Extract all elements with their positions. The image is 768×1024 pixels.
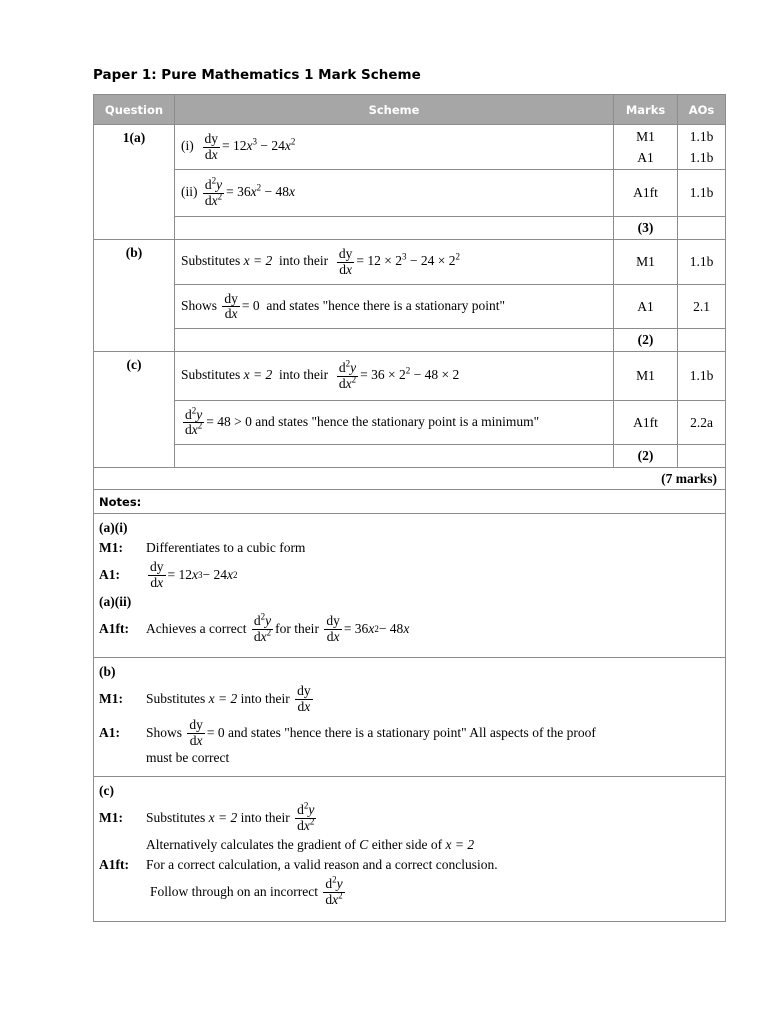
aos-1b-2: 2.1 [678,285,726,329]
row-1a-ii [94,170,726,217]
total-1c: (2) [614,445,678,468]
row-1c-1 [94,352,726,401]
dy-dx-fraction: $\frac{dy}{dx}$ [297,683,311,714]
total-1a: (3) [614,217,678,240]
marks-1a-ii: A1ft [614,170,678,217]
notes-heading: Notes: [94,490,726,514]
notes-a-ii-label: (a)(ii) [99,594,132,609]
d2y-dx2-fraction: $\frac{d^2y}{dx^2}$ [204,175,223,208]
row-notes-heading [94,490,726,514]
row-1a-total [94,217,726,240]
header-marks: Marks [614,95,678,125]
header-aos: AOs [678,95,726,125]
d2y-dx2-fraction: $\frac{d^2y}{dx^2}$ [338,358,357,391]
header-question: Question [94,95,175,125]
row-1c-total [94,445,726,468]
notes-c: (c) M1: Substitutes x = 2 into their $\frac{d^2y}{dx^2}$ Alternatively calculates the gradient of C either side of x = 2 A1ft: For a correct calculation, a valid reason and a correct conclusion. Follow through on an incorrect $\frac{d^2y}{dx^2}$ [94,777,726,922]
dy-dx-fraction: $\frac{dy}{dx}$ [326,613,340,644]
row-notes-c [94,777,726,922]
marks-1b-2: A1 [614,285,678,329]
part-label-i: (i) [181,138,194,154]
row-1a-i [94,125,726,170]
header-row [94,95,726,125]
aos-1b-1: 1.1b [678,240,726,285]
dy-dx-fraction: $\frac{dy}{dx}$ [189,717,203,748]
row-1b-2 [94,285,726,329]
d2y-dx2-fraction: $\frac{d^2y}{dx^2}$ [325,874,343,907]
row-notes-b [94,658,726,777]
notes-b: (b) M1: Substitutes x = 2 into their $\frac{dy}{dx}$ A1: Shows $\frac{dy}{dx}$ = 0 and states "hence there is a stationary point" All aspects of the proof must be correct [94,658,726,777]
ao-value: 1.1b [689,129,714,144]
marks-1c-1: M1 [614,352,678,401]
d2y-dx2-fraction: $\frac{d^2y}{dx^2}$ [185,405,203,437]
aos-1a-ii: 1.1b [678,170,726,217]
row-grand-total [94,468,726,490]
scheme-1c-2: $\frac{d^2y}{dx^2}$ = 48 > 0 and states "hence the stationary point is a minimum" [175,401,614,445]
row-1c-2 [94,401,726,445]
header-scheme: Scheme [175,95,614,125]
grand-total: (7 marks) [94,468,726,490]
d2y-dx2-fraction: $\frac{d^2y}{dx^2}$ [297,800,315,833]
mark-scheme-table [93,94,726,922]
notes-a-i-label: (a)(i) [99,520,128,535]
aos-1c-2: 2.2a [678,401,726,445]
aos-1c-1: 1.1b [678,352,726,401]
part-label-ii: (ii) [181,184,198,200]
marks-1b-1: M1 [614,240,678,285]
ao-value: 1.1b [689,150,714,165]
dy-dx-fraction: $\frac{dy}{dx}$ [150,559,164,590]
scheme-1a-ii: (ii) $\frac{d^2y}{dx^2}$ = $36x^2 - 48x$ [175,170,614,217]
notes-a: (a)(i) M1: Differentiates to a cubic form A1: $\frac{dy}{dx}$ = 12 x 3 − 24 x 2 (a)(ii) A1ft: Achieves a correct $\frac{d^2y}{dx^2}$ for their $\frac{dy}{dx}$ = 36 x 2 − 48 x [94,514,726,658]
mark-value: A1 [637,150,654,165]
question-label-1a: 1(a) [94,125,175,240]
aos-1a-i [678,125,726,170]
scheme-1c-1: Substitutes x = 2 into their $\frac{d^2y}{dx^2}$ = $36 \times 2^2 - 48 \times 2$ [175,352,614,401]
marks-1c-2: A1ft [614,401,678,445]
question-label-1c: (c) [94,352,175,468]
dy-dx-fraction: $\frac{dy}{dx}$ [338,246,353,277]
mark-value: M1 [636,129,655,144]
scheme-1b-2: Shows $\frac{dy}{dx}$ = 0 and states "hence there is a stationary point" [175,285,614,329]
document-title: Paper 1: Pure Mathematics 1 Mark Scheme [93,67,421,83]
row-1b-1 [94,240,726,285]
dy-dx-fraction: $\frac{dy}{dx}$ [204,131,218,162]
d2y-dx2-fraction: $\frac{d^2y}{dx^2}$ [253,611,272,644]
dy-dx-fraction: $\frac{dy}{dx}$ [224,290,238,321]
scheme-1b-1: Substitutes x = 2 into their $\frac{dy}{dx}$ = $12 \times 2^3 - 24 \times 2^2$ [175,240,614,285]
marks-1a-i [614,125,678,170]
scheme-1a-i: (i) $\frac{dy}{dx}$ = $12x^3 - 24x^2$ [175,125,614,170]
question-label-1b: (b) [94,240,175,352]
row-notes-a [94,514,726,658]
row-1b-total [94,329,726,352]
total-1b: (2) [614,329,678,352]
